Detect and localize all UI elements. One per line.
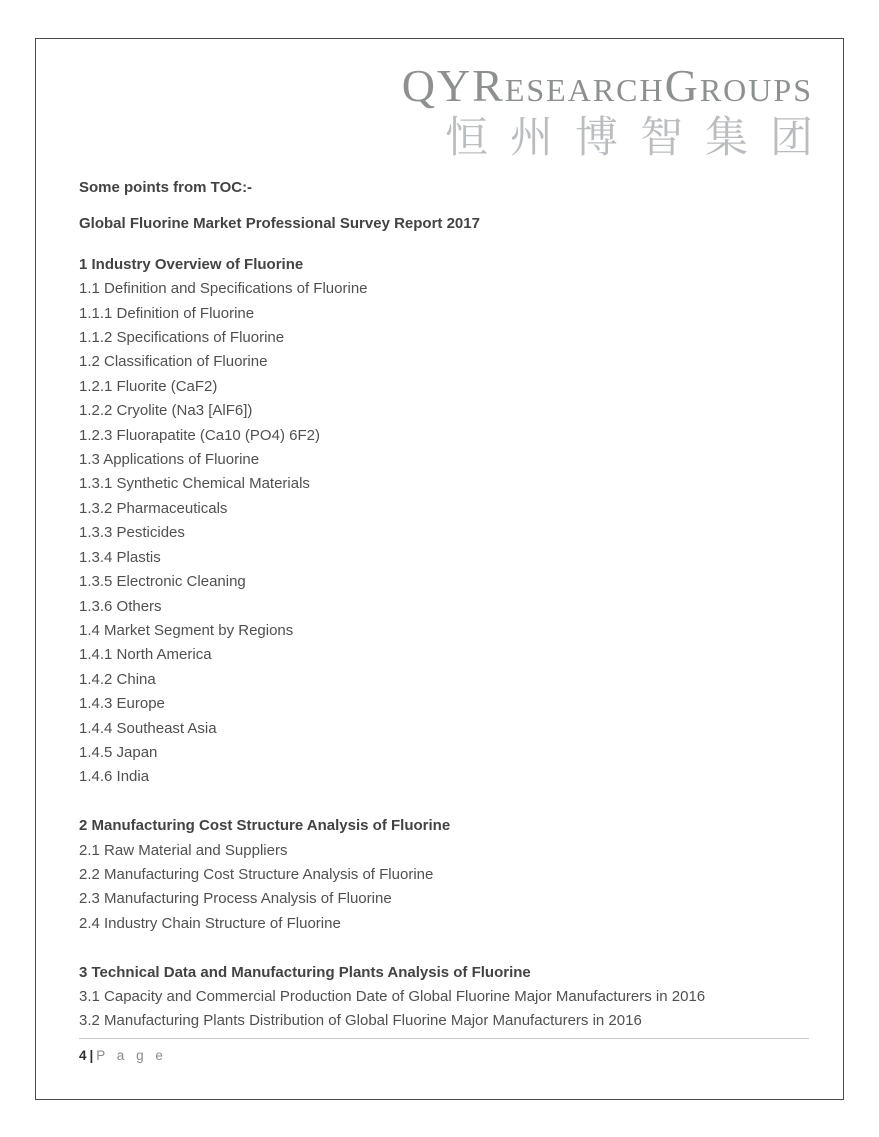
toc-item: 1.4.3 Europe bbox=[79, 695, 165, 713]
footer-separator: | bbox=[89, 1048, 94, 1063]
toc-item: 3.2 Manufacturing Plants Distribution of Global Fluorine Major Manufacturers in 2016 bbox=[79, 1012, 642, 1030]
footer-page-word: P a g e bbox=[96, 1048, 167, 1063]
toc-section bbox=[79, 253, 809, 790]
toc-item: 1.2.2 Cryolite (Na3 [AlF6]) bbox=[79, 402, 253, 420]
page-footer bbox=[79, 1038, 809, 1063]
toc-item: 2.3 Manufacturing Process Analysis of Fluorine bbox=[79, 890, 392, 908]
toc-item: 1.3.5 Electronic Cleaning bbox=[79, 573, 246, 591]
toc-item: 1.3 Applications of Fluorine bbox=[79, 451, 260, 469]
toc-item: 1.1.1 Definition of Fluorine bbox=[79, 304, 255, 322]
toc-item: 1.3.1 Synthetic Chemical Materials bbox=[79, 475, 310, 493]
toc-item: 2.4 Industry Chain Structure of Fluorine bbox=[79, 914, 341, 932]
toc-item: 1.3.2 Pharmaceuticals bbox=[79, 499, 228, 517]
toc-list bbox=[79, 253, 809, 1034]
logo-wordmark: QYResearchGroups bbox=[401, 60, 813, 111]
logo-chinese-text: 恒州博智集团 bbox=[445, 115, 835, 162]
toc-item: 1.2.1 Fluorite (CaF2) bbox=[79, 377, 218, 395]
toc-item: 1.3.4 Plastis bbox=[79, 548, 161, 566]
toc-item: 1.3.6 Others bbox=[79, 597, 162, 615]
toc-item: 1.4.5 Japan bbox=[79, 743, 158, 761]
toc-item: 1.4.2 China bbox=[79, 670, 156, 688]
toc-section bbox=[79, 814, 809, 936]
toc-item: 1.2 Classification of Fluorine bbox=[79, 353, 268, 371]
toc-item: 3.1 Capacity and Commercial Production Date of Global Fluorine Major Manufacturers in 2016 bbox=[79, 987, 706, 1005]
toc-item: 1.4.4 Southeast Asia bbox=[79, 719, 217, 737]
toc-item: 2.1 Raw Material and Suppliers bbox=[79, 841, 288, 859]
toc-item: 1.4 Market Segment by Regions bbox=[79, 621, 294, 639]
report-title: Global Fluorine Market Professional Survey Report 2017 bbox=[79, 215, 480, 233]
toc-item: 1.1.2 Specifications of Fluorine bbox=[79, 329, 285, 347]
page-number: 4 bbox=[79, 1048, 87, 1063]
toc-item: 2.2 Manufacturing Cost Structure Analysis of Fluorine bbox=[79, 865, 434, 883]
toc-content bbox=[79, 176, 809, 1034]
toc-item: 1.3.3 Pesticides bbox=[79, 524, 185, 542]
toc-item: 1.4.6 India bbox=[79, 768, 150, 786]
toc-section-heading: 1 Industry Overview of Fluorine bbox=[79, 255, 304, 273]
toc-section-heading: 3 Technical Data and Manufacturing Plants Analysis of Fluorine bbox=[79, 963, 531, 981]
toc-intro-line: Some points from TOC:- bbox=[79, 179, 253, 196]
toc-section-heading: 2 Manufacturing Cost Structure Analysis of Fluorine bbox=[79, 817, 451, 835]
company-logo bbox=[401, 60, 835, 162]
toc-item: 1.2.3 Fluorapatite (Ca10 (PO4) 6F2) bbox=[79, 426, 320, 444]
toc-item: 1.4.1 North America bbox=[79, 646, 212, 664]
toc-section bbox=[79, 961, 809, 1034]
toc-item: 1.1 Definition and Specifications of Fluorine bbox=[79, 280, 368, 298]
document-page bbox=[35, 38, 844, 1100]
